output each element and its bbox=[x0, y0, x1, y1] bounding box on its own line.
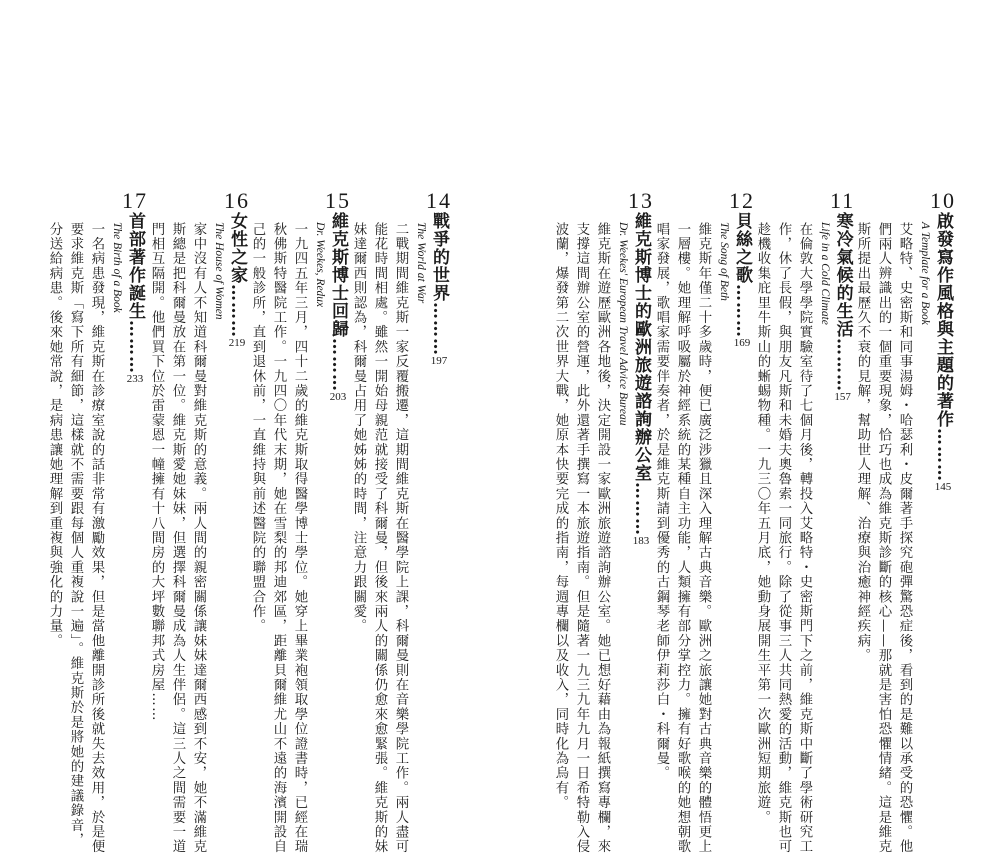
page-number: 197 bbox=[430, 355, 448, 367]
summary-line: 分送給病患。後來她常說，是病患讓她理解到重複與強化的力量。 bbox=[47, 222, 62, 649]
summary-line: 斯所提出最歷久不衰的見解，幫助世人理解、治療與治癒神經疾病。 bbox=[855, 222, 870, 663]
leader-dots: ……… bbox=[631, 482, 651, 536]
chapter-15-english-title: Dr. Weekes, Redux bbox=[314, 222, 326, 308]
leader-dots: ……… bbox=[125, 320, 145, 374]
summary-line: 一層樓。她理解呼吸屬於神經系統的某種自主功能，人類擁有部分掌控力。擁有好歌喉的她想朝歌 bbox=[675, 222, 690, 854]
chapter-13-summary bbox=[550, 222, 613, 854]
chapter-12-heading bbox=[729, 0, 755, 349]
chapter-title: 首部著作誕生 bbox=[125, 212, 145, 320]
page-number: 183 bbox=[632, 535, 650, 547]
summary-line: 維克斯年僅二十多歲時，便已廣泛涉獵且深入理解古典音樂。歐洲之旅讓她對古典音樂的體悟更上 bbox=[696, 222, 711, 854]
chapter-number: 10 bbox=[930, 188, 956, 213]
leader-dots: ……… bbox=[429, 302, 449, 356]
chapter-title: 戰爭的世界 bbox=[429, 212, 449, 302]
chapter-11-english-title: Life in a Cold Climate bbox=[819, 222, 831, 325]
summary-line: 波蘭，爆發第二次世界大戰，她原本快要完成的指南，每週專欄以及收入，同時化為烏有。 bbox=[553, 222, 568, 810]
chapter-17-summary bbox=[44, 222, 107, 854]
summary-line: 維克斯在遊歷歐洲各地後，決定開設一家歐洲旅遊諮詢辦公室。她已想好藉由為報紙撰寫專欄，來 bbox=[595, 222, 610, 854]
chapter-number: 11 bbox=[830, 188, 856, 213]
summary-line: 支撐這間辦公室的營運，此外還著手撰寫一本旅遊指南。但是隨著一九三九年九月一日希特勒入侵 bbox=[574, 222, 589, 854]
summary-line: 斯總是把科爾曼放在第一位。維克斯愛她妹妹，但選擇科爾曼成為人生伴侶。這三人之間需要一道 bbox=[170, 222, 185, 854]
chapter-10-summary bbox=[852, 222, 915, 854]
page-number: 219 bbox=[228, 337, 246, 349]
summary-line: 作，休了長假，與朋友凡斯和未婚夫奧魯索一同旅行。除了從事三人共同熱愛的活動，維克斯也可 bbox=[776, 222, 791, 854]
chapter-13-english-title: Dr. Weekes' European Travel Advice Bureau bbox=[617, 222, 629, 426]
summary-line: 一九四五年三月，四十二歲的維克斯取得醫學博士學位。她穿上畢業袍領取學位證書時，已經在瑞 bbox=[292, 222, 307, 854]
chapter-number: 14 bbox=[426, 188, 452, 213]
page-number: 233 bbox=[126, 373, 144, 385]
chapter-title: 維克斯博士回歸 bbox=[328, 212, 348, 338]
chapter-15-summary bbox=[247, 222, 310, 854]
chapter-title: 女性之家 bbox=[227, 212, 247, 284]
chapter-number: 17 bbox=[122, 188, 148, 213]
chapter-15-heading bbox=[325, 0, 351, 403]
summary-line: 秋佛斯特醫院工作。一九四〇年代末期，她在雪梨的邦迪郊區，距離貝爾維尤山不遠的海濱開設自 bbox=[271, 222, 286, 854]
page-number: 203 bbox=[329, 391, 347, 403]
chapter-16-english-title: The House of Women bbox=[213, 222, 225, 320]
summary-line: 唱家發展，歌唱家需要伴奏者，於是維克斯請到優秀的古鋼琴老師伊莉莎白・科爾曼。 bbox=[654, 222, 669, 781]
summary-line: 己的一般診所，直到退休前，一直維持與前述醫院的聯盟合作。 bbox=[250, 222, 265, 634]
summary-line: 在倫敦大學學院實驗室待了七個月後，轉投入艾略特・史密斯門下之前，維克斯中斷了學術研究工 bbox=[797, 222, 812, 854]
chapter-title: 貝絲之歌 bbox=[732, 212, 752, 284]
chapter-10-heading bbox=[930, 0, 956, 493]
chapter-16-summary bbox=[146, 222, 209, 854]
chapter-10-english-title: A Template for a Book bbox=[919, 222, 931, 325]
page-number: 169 bbox=[733, 337, 751, 349]
chapter-number: 15 bbox=[325, 188, 351, 213]
summary-line: 妹達爾西則認為，科爾曼占用了她姊姊的時間，注意力跟關愛。 bbox=[351, 222, 366, 634]
chapter-17-heading bbox=[122, 0, 148, 385]
chapter-17-english-title: The Birth of a Book bbox=[111, 222, 123, 313]
summary-line: 二戰期間維克斯一家反覆搬遷，這期間維克斯在醫學院上課，科爾曼則在音樂學院工作。兩人盡可 bbox=[393, 222, 408, 854]
summary-line: 要求維克斯「寫下所有細節，這樣就不需要跟每個人重複說一遍」。維克斯於是將她的建議錄音， bbox=[68, 222, 83, 848]
chapter-14-english-title: The World at War bbox=[415, 222, 427, 304]
chapter-11-summary bbox=[752, 222, 815, 854]
chapter-14-summary bbox=[348, 222, 411, 854]
chapter-11-heading bbox=[830, 0, 855, 403]
chapter-16-heading bbox=[224, 0, 250, 349]
leader-dots: ……… bbox=[732, 284, 752, 338]
page-number: 145 bbox=[934, 481, 952, 493]
summary-line: 家中沒有人不知道科爾曼對維克斯的意義。兩人間的親密關係讓妹妹達爾西感到不安，她不滿維克 bbox=[191, 222, 206, 854]
chapter-title: 寒冷氣候的生活 bbox=[832, 212, 853, 338]
leader-dots: ……… bbox=[933, 428, 953, 482]
summary-line: 一名病患發現，維克斯在診療室說的話非常有激勵效果，但是當他離開診所後就失去效用，於是便 bbox=[89, 222, 104, 854]
chapter-13-heading bbox=[628, 0, 654, 547]
chapter-14-heading bbox=[426, 0, 452, 367]
chapter-title: 維克斯博士的歐洲旅遊諮詢辦公室 bbox=[631, 212, 651, 482]
summary-line: 們兩人辨識出的一個重要現象，恰巧也成為維克斯診斷的核心——那就是害怕恐懼情緒。這是維克 bbox=[876, 222, 891, 854]
chapter-number: 12 bbox=[729, 188, 755, 213]
chapter-number: 13 bbox=[628, 188, 654, 213]
summary-line: 能花時間相處。雖然一開始母親范就接受了科爾曼，但後來兩人的關係仍愈來愈緊張。維克斯的妹 bbox=[372, 222, 387, 854]
summary-line: 趁機收集庇里牛斯山的蜥蜴物種。一九三〇年五月底，她動身展開生平第一次歐洲短期旅遊。 bbox=[755, 222, 770, 825]
leader-dots: ……… bbox=[227, 284, 247, 338]
summary-line: 艾略特、史密斯和同事湯姆・哈瑟利・皮爾著手探究砲彈驚恐症後，看到的是難以承受的恐懼。他 bbox=[897, 222, 912, 854]
chapter-12-english-title: The Song of Beth bbox=[718, 222, 730, 301]
chapter-number: 16 bbox=[224, 188, 250, 213]
page-number: 157 bbox=[834, 391, 851, 403]
summary-line: 門相互隔開。他們買下位於雷蒙恩一幢擁有十八間房的大坪數聯邦式房屋…… bbox=[149, 222, 164, 722]
chapter-12-summary bbox=[651, 222, 714, 854]
chapter-title: 啟發寫作風格與主題的著作 bbox=[933, 212, 953, 428]
leader-dots: ……… bbox=[328, 338, 348, 392]
leader-dots: ……… bbox=[832, 338, 853, 392]
